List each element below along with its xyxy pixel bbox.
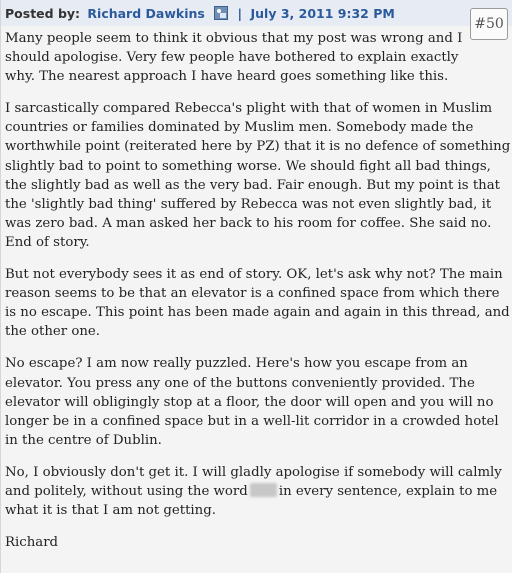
comment-body [5,29,511,565]
paragraph-5-end: in every sentence, explain to me what it is that I am not getting. [5,483,498,519]
author-link[interactable]: Richard Dawkins [87,6,205,21]
separator: | [237,6,243,21]
comment-permalink-date[interactable]: July 3, 2011 9:32 PM [250,6,395,21]
paragraph-1: Many people seem to think it obvious that my post was wrong and I should apologise. Very few people have bothered to explain exactly why. The nearest approach I have heard goes something like this. [5,31,463,85]
paragraph-5 [5,463,511,520]
paragraph-4: No escape? I am now really puzzled. Here's how you escape from an elevator. You press any one of the buttons conveniently provided. The elevator will obligingly stop at a floor, the door will open and you will no longer be in a confined space but in a well-lit corridor in a crowded hotel in the centre of Dublin. [5,356,499,448]
comment-meta [5,6,395,21]
paragraph-2: I sarcastically compared Rebecca's plight with that of women in Muslim countries or families dominated by Muslim men. Somebody made the worthwhile point (reiterated here by PZ) that it is no defence of something slightly bad to point to something worse. We should fight all bad things, the slightly bad as well as the very bad. Fair enough. But my point is that the 'slightly bad thing' suffered by Rebecca was not even slightly bad, it was zero bad. A man asked her back to his room for coffee. She said no. End of story. [5,101,511,250]
redacted-word [250,483,277,497]
profile-icon[interactable] [214,6,228,20]
paragraph-5-start: No, I obviously don't get it. I will gladly apologise if somebody will calmly and politely, without using the word [5,464,502,499]
comment-header [1,0,512,26]
posted-by-label: Posted by: [5,6,81,21]
signature: Richard [5,535,59,551]
comment-number-badge: #50 [470,8,508,40]
paragraph-3: But not everybody sees it as end of story. OK, let's ask why not? The main reason seems to be that an elevator is a confined space from which there is no escape. This point has been made again and again in this thread, and the other one. [5,267,510,340]
